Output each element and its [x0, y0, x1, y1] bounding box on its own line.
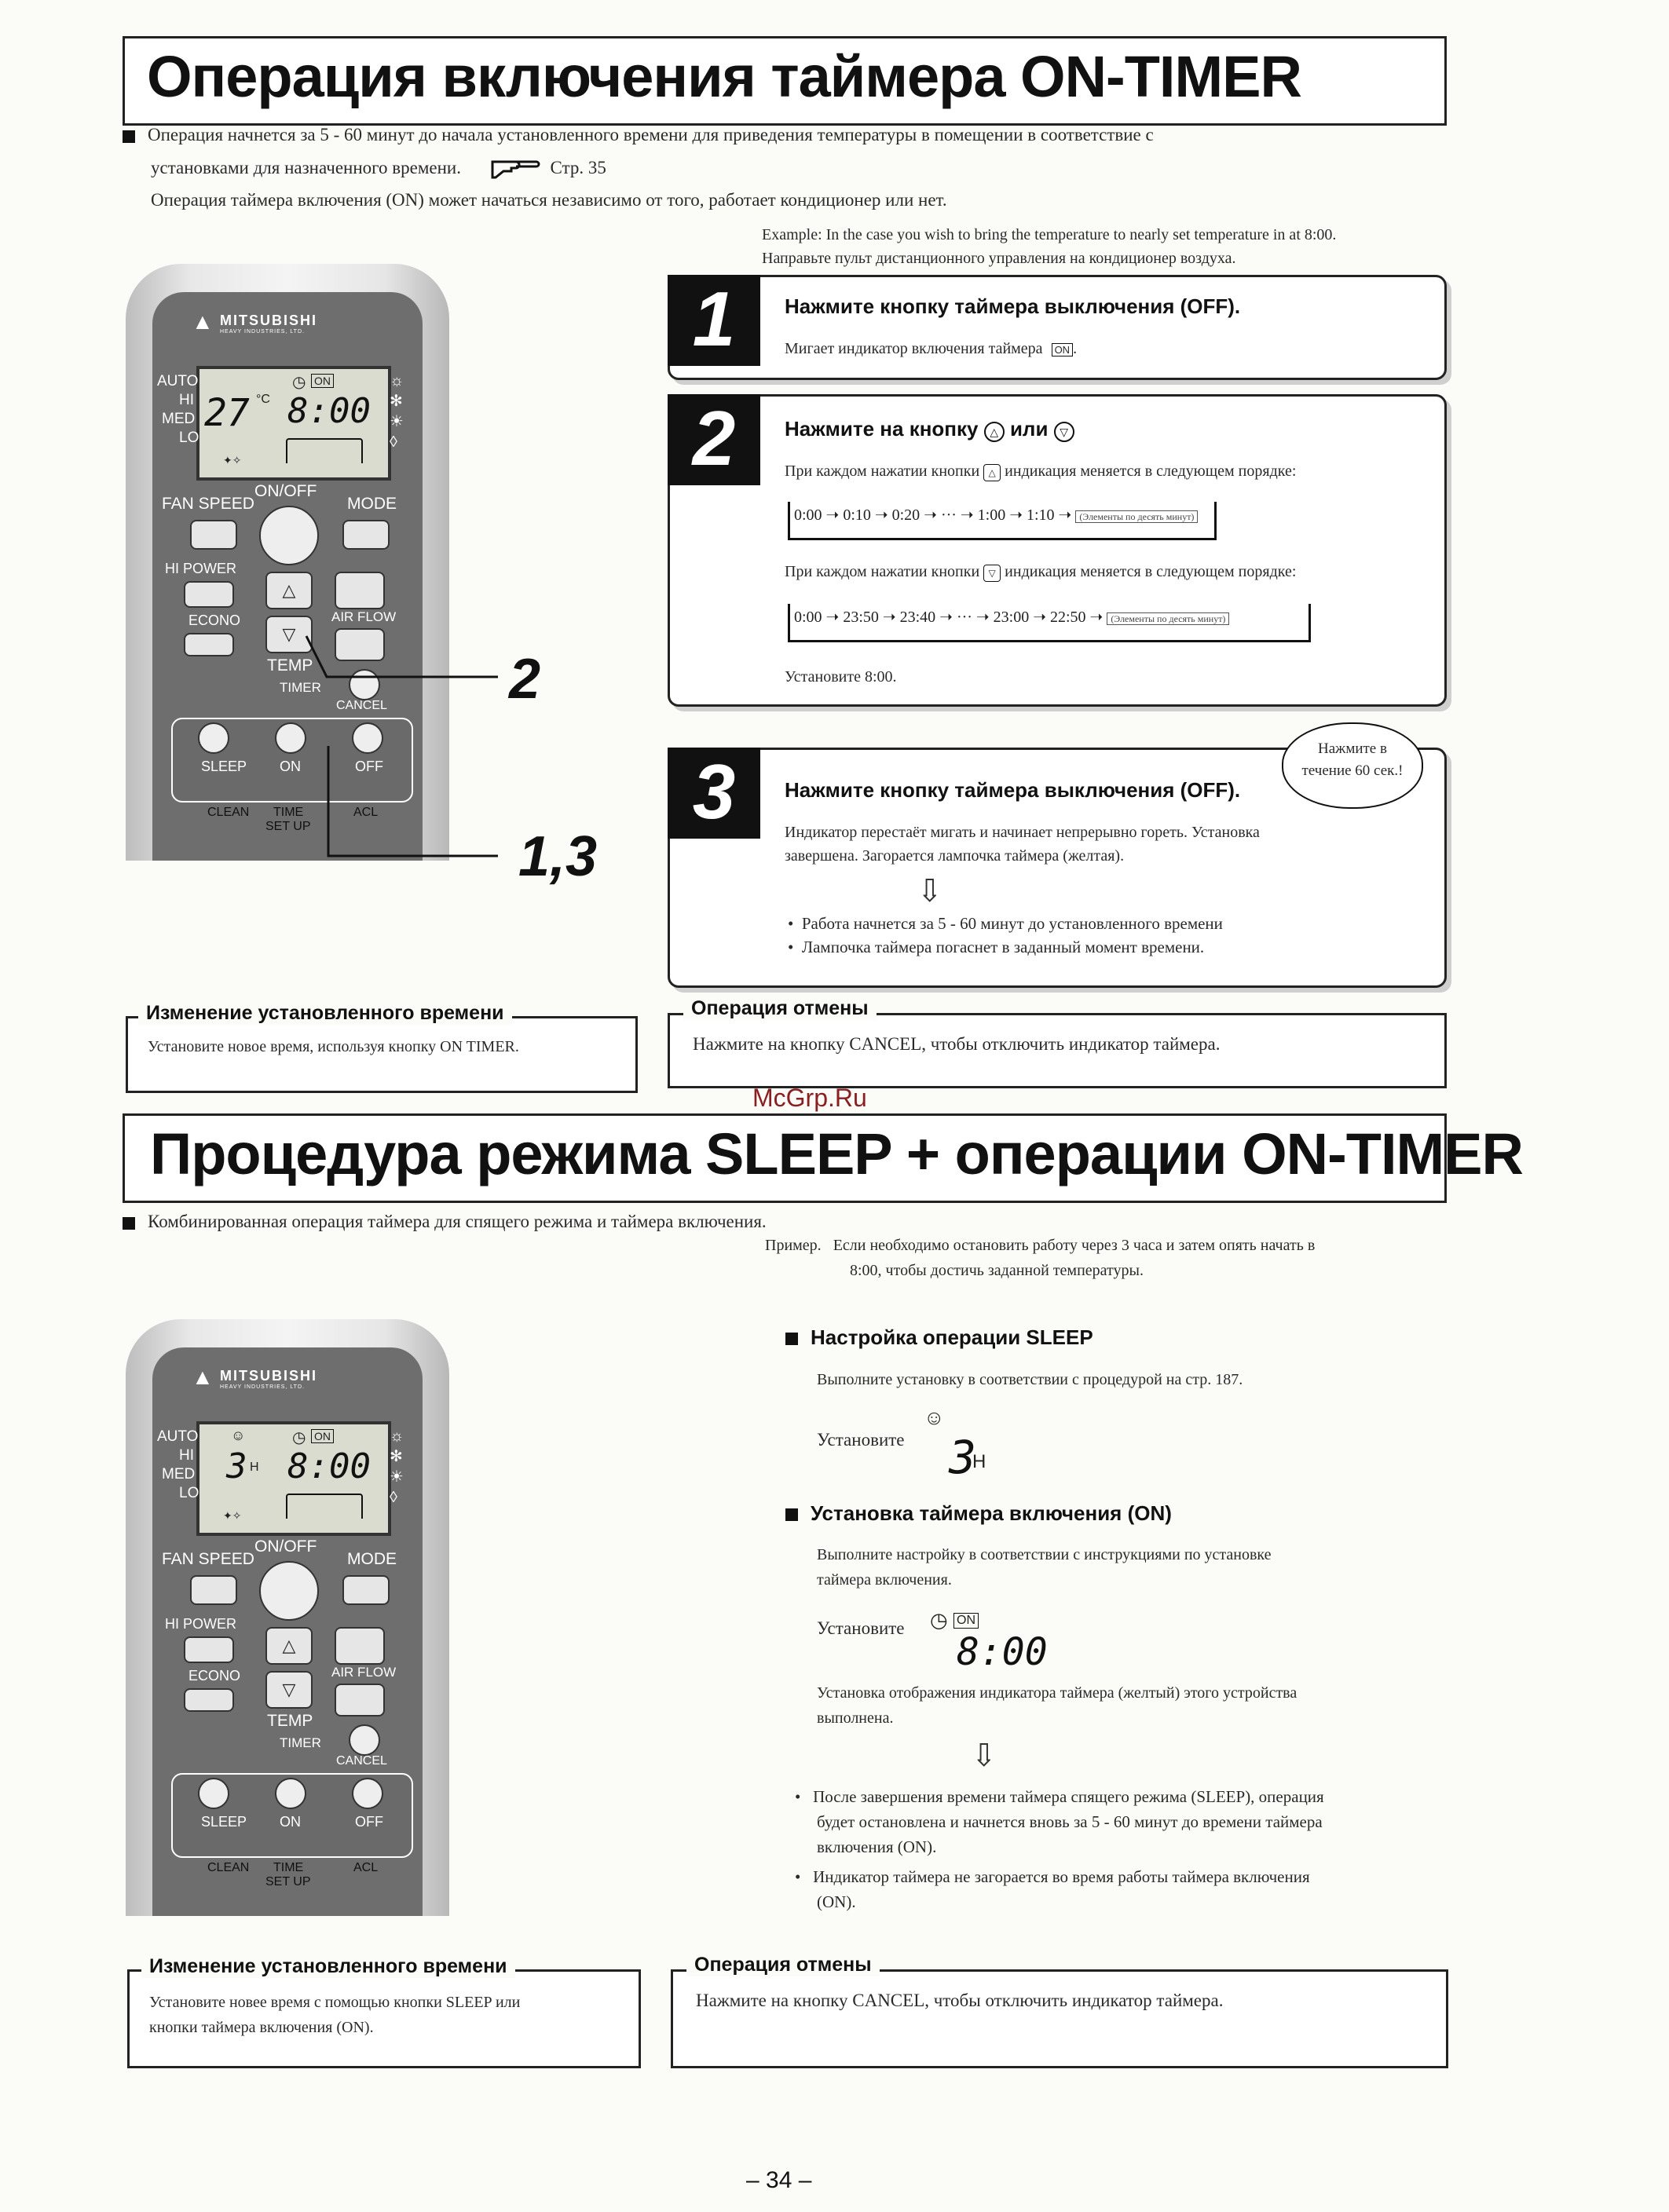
sleep-set-label: Установите: [817, 1430, 905, 1450]
lcd-time: 8:00: [287, 391, 371, 431]
mode-auto: AUTO: [157, 1428, 199, 1445]
change-time-text-1: Установите новое время, используя кнопку ON TIMER.: [148, 1038, 519, 1055]
mode-auto: AUTO: [157, 373, 199, 389]
step2-down-text: [785, 560, 1296, 583]
cancel-label: CANCEL: [336, 1754, 387, 1768]
step3-text: [785, 821, 1260, 868]
up-button-icon-inline: △: [983, 464, 1001, 481]
intro-line-2: установками для назначенного времени.: [151, 157, 461, 177]
section1-intro: [123, 122, 1458, 213]
mode-indicators: [157, 1428, 199, 1503]
cancel-label-2: Операция отмены: [686, 1954, 880, 1976]
intro-line-1: Операция начнется за 5 - 60 минут до начала установленного времени для приведения температуры в помещении в соответствие с: [148, 125, 1154, 144]
change-time-text-2-line-1: Установите новее время с помощью кнопки SLEEP или: [149, 1994, 521, 2011]
timer-clock-icon: ◷: [930, 1608, 948, 1632]
change-time-text-2: [149, 1990, 520, 2040]
cancel-text-1: Нажмите на кнопку CANCEL, чтобы отключить индикатор таймера.: [693, 1034, 1221, 1054]
timer-label: TIMER: [280, 680, 321, 695]
change-time-label-2: Изменение установленного времени: [141, 1955, 515, 1978]
bullet-square-icon: [123, 130, 135, 143]
mode-label: MODE: [347, 495, 397, 513]
brand-name: MITSUBISHI: [220, 1368, 318, 1384]
callout-number-1-3: 1,3: [518, 825, 598, 888]
section1-title: Операция включения таймера ON-TIMER: [147, 44, 1301, 109]
hi-power-label: HI POWER: [165, 1616, 237, 1632]
timer-label: TIMER: [280, 1735, 321, 1750]
clean-label: CLEAN: [207, 1861, 250, 1874]
sleep-label: SLEEP: [201, 759, 247, 774]
time-set-up-label-1: TIME: [273, 806, 304, 819]
fan-speed-label: FAN SPEED: [162, 1550, 254, 1568]
temp-label: TEMP: [267, 656, 313, 675]
fan-speed-label: FAN SPEED: [162, 495, 254, 513]
page-reference-link[interactable]: Стр. 35: [550, 157, 606, 177]
up-button-icon: △: [984, 422, 1005, 442]
lcd-clock-icon: ◷: [292, 374, 306, 391]
on-timer-button[interactable]: [275, 1778, 306, 1809]
step2-box: [668, 394, 1447, 707]
section2-example-line-2: 8:00, чтобы достичь заданной температуры.: [850, 1262, 1144, 1279]
section2-bullet-1-line-1: После завершения времени таймера спящего режима (SLEEP), операция: [813, 1787, 1324, 1806]
temp-label: TEMP: [267, 1712, 313, 1730]
section2-example-line-1: Если необходимо остановить работу через 3 часа и затем опять начать в: [833, 1237, 1316, 1254]
acl-label: ACL: [353, 806, 379, 819]
lcd-clean-icon: ✦✧: [223, 1509, 242, 1522]
done-text-line-2: выполнена.: [817, 1709, 894, 1727]
hi-power-button[interactable]: [184, 1636, 234, 1663]
fan-lo: LO: [179, 430, 199, 446]
timer-set-value: 8:00: [957, 1630, 1048, 1674]
temp-down-button[interactable]: ▽: [265, 616, 313, 653]
acl-label: ACL: [353, 1861, 379, 1874]
sleep-set-value: 3: [949, 1431, 976, 1484]
brand-logo: [192, 309, 377, 335]
cancel-label-1: Операция отмены: [683, 997, 877, 1020]
timer-heading: [785, 1501, 1172, 1526]
timer-text-line-2: таймера включения.: [817, 1571, 952, 1589]
lcd-temperature: 27: [204, 391, 250, 435]
econo-label: ECONO: [188, 1668, 241, 1684]
lcd-sleep-unit: H: [250, 1461, 259, 1474]
sleep-button[interactable]: [198, 1778, 229, 1809]
example-line-2: Направьте пульт дистанционного управления на кондиционер воздуха.: [762, 250, 1236, 267]
step2-number: 2: [668, 394, 760, 485]
step1-heading: Нажмите кнопку таймера выключения (OFF).: [785, 294, 1241, 318]
watermark: McGrp.Ru: [752, 1084, 867, 1112]
hi-power-label: HI POWER: [165, 561, 237, 576]
mode-icons-column: ☼ ✻ ☀ ◊: [390, 1428, 404, 1506]
time-set-up-label-1: TIME: [273, 1861, 304, 1874]
section2-bullet-2-line-1: Индикатор таймера не загорается во время работы таймера включения: [813, 1867, 1310, 1886]
section1-title-box: [123, 36, 1447, 126]
section2-bullet-2: • Индикатор таймера не загорается во время работы таймера включения: [795, 1867, 1310, 1886]
bullet-square-icon-4: [785, 1508, 798, 1521]
step3-text-line-2: завершена. Загорается лампочка таймера (желтая).: [785, 847, 1125, 865]
time-set-up-label-2: SET UP: [265, 820, 311, 833]
mode-button[interactable]: [342, 520, 390, 550]
lcd-screen: [196, 1421, 391, 1536]
done-text-line-1: Установка отображения индикатора таймера (желтый) этого устройства: [817, 1684, 1298, 1702]
sleep-button[interactable]: [198, 722, 229, 754]
section2-title-box: [123, 1113, 1523, 1203]
brand-sub: HEAVY INDUSTRIES, LTD.: [220, 1384, 305, 1390]
on-off-label: ON/OFF: [254, 482, 317, 500]
lcd-time: 8:00: [287, 1446, 371, 1486]
air-flow-button-down[interactable]: [335, 1684, 385, 1717]
step2-heading: [785, 417, 1074, 442]
lcd-sleep-hours: 3: [226, 1446, 247, 1486]
callout-number-2: 2: [509, 648, 541, 711]
down-button-icon-inline: ▽: [983, 565, 1001, 582]
on-indicator-badge: ON: [1052, 343, 1074, 356]
sleep-label: SLEEP: [201, 1814, 247, 1830]
step3-bullet-2-text: Лампочка таймера погаснет в заданный момент времени.: [801, 938, 1205, 956]
fan-lo: LO: [179, 1485, 199, 1501]
remote-control-2: [126, 1319, 449, 1916]
step2-down-text-post: индикация меняется в следующем порядке:: [1005, 563, 1297, 580]
lcd-clean-icon: ✦✧: [223, 454, 242, 466]
callout-lines-1: [291, 620, 526, 872]
step2-up-text-post: индикация меняется в следующем порядке:: [1005, 463, 1297, 480]
cancel-text-2: Нажмите на кнопку CANCEL, чтобы отключить индикатор таймера.: [696, 1991, 1224, 2010]
mode-icons-column: ☼ ✻ ☀ ◊: [390, 372, 404, 451]
bullet-square-icon-2: [123, 1217, 135, 1230]
done-text: [817, 1680, 1297, 1731]
air-flow-label: AIR FLOW: [331, 609, 397, 624]
timer-heading-text: Установка таймера включения (ON): [811, 1501, 1172, 1525]
up-sequence-note: (Элементы по десять минут): [1075, 510, 1198, 523]
mode-indicators: [157, 372, 199, 448]
on-off-button[interactable]: [259, 506, 319, 565]
on-off-label: ON/OFF: [254, 1537, 317, 1556]
step1-text: Мигает индикатор включения таймера ON .: [785, 340, 1078, 357]
temp-down-button[interactable]: ▽: [265, 1671, 313, 1709]
pointing-hand-icon: [489, 151, 541, 188]
econo-button[interactable]: [184, 1688, 234, 1712]
on-label: ON: [280, 759, 301, 774]
step2-set: Установите 8:00.: [785, 668, 897, 686]
down-button-icon: ▽: [1054, 422, 1074, 442]
mode-label: MODE: [347, 1550, 397, 1568]
on-label: ON: [280, 1814, 301, 1830]
up-sequence-values: 0:00 ➝ 0:10 ➝ 0:20 ➝ ··· ➝ 1:00 ➝ 1:10 ➝: [794, 506, 1072, 524]
lcd-screen: [196, 366, 391, 481]
sleep-heading: [785, 1325, 1093, 1350]
section2-intro-text: Комбинированная операция таймера для спящего режима и таймера включения.: [148, 1212, 767, 1231]
clean-label: CLEAN: [207, 806, 250, 819]
on-off-button[interactable]: [259, 1561, 319, 1621]
cancel-label: CANCEL: [336, 699, 387, 712]
up-sequence-text: [794, 505, 1201, 525]
step3-arrow-down-icon: ⇩: [917, 873, 943, 909]
timer-text: [817, 1542, 1272, 1592]
step3-bullet-1-text: Работа начнется за 5 - 60 минут до установленного времени: [801, 914, 1223, 933]
lcd-sleep-icon: ☺: [231, 1428, 246, 1443]
fan-speed-button[interactable]: [190, 520, 237, 550]
step1-number: 1: [668, 275, 760, 366]
section2-title: Процедура режима SLEEP + операции ON-TIMER: [150, 1121, 1523, 1186]
sleep-smiley-icon: ☺: [924, 1406, 945, 1429]
intro-line-3: Операция таймера включения (ON) может начаться независимо от того, работает кондиционер или нет.: [151, 190, 947, 210]
step3-text-line-1: Индикатор перестаёт мигать и начинает непрерывно гореть. Установка: [785, 824, 1260, 841]
sleep-heading-text: Настройка операции SLEEP: [811, 1325, 1093, 1349]
page-number: – 34 –: [746, 2167, 812, 2193]
econo-button[interactable]: [184, 633, 234, 656]
timer-text-line-1: Выполните настройку в соответствии с инструкциями по установке: [817, 1546, 1272, 1563]
mitsubishi-diamonds-icon: ▲: [192, 309, 214, 334]
mitsubishi-diamonds-icon: ▲: [192, 1365, 214, 1389]
section2-bullets: [795, 1784, 1324, 1914]
air-flow-button-up[interactable]: [335, 1627, 385, 1665]
timer-on-badge: ON: [953, 1613, 979, 1629]
off-label: OFF: [355, 759, 383, 774]
time-set-up-label-2: SET UP: [265, 1875, 311, 1888]
speech-bubble-text: Нажмите в течение 60 сек.!: [1301, 740, 1404, 779]
brand-sub: HEAVY INDUSTRIES, LTD.: [220, 329, 305, 335]
cancel-box-2: [671, 1969, 1448, 2068]
bullet-square-icon-3: [785, 1333, 798, 1345]
econo-label: ECONO: [188, 612, 241, 628]
lcd-clock-icon: ◷: [292, 1429, 306, 1446]
lcd-on-badge: ON: [311, 1429, 334, 1443]
lcd-on-badge: ON: [311, 374, 334, 388]
mode-button[interactable]: [342, 1575, 390, 1605]
step2-down-text-pre: При каждом нажатии кнопки: [785, 563, 980, 580]
hi-power-button[interactable]: [184, 581, 234, 608]
air-flow-button-up[interactable]: [335, 572, 385, 609]
lcd-louver-icon: [286, 1494, 363, 1519]
off-label: OFF: [355, 1814, 383, 1830]
section2-intro: [123, 1209, 767, 1234]
fan-hi: HI: [179, 1447, 194, 1464]
section2-bullet-1-line-2: будет остановлена и начнется вновь за 5 - 60 минут до времени таймера: [817, 1812, 1323, 1831]
change-time-label-1: Изменение установленного времени: [138, 1002, 512, 1025]
step3-heading: Нажмите кнопку таймера выключения (OFF).: [785, 778, 1241, 802]
example-label: Пример.: [765, 1237, 822, 1254]
step3-bullets: [788, 912, 1223, 959]
air-flow-label: AIR FLOW: [331, 1665, 397, 1680]
step3-bullet-2: • Лампочка таймера погаснет в заданный момент времени.: [788, 938, 1205, 956]
step2-head-pre: Нажмите на кнопку: [785, 417, 979, 441]
section2-bullet-1-line-3: включения (ON).: [817, 1837, 937, 1856]
step1-text-content: Мигает индикатор включения таймера: [785, 340, 1043, 357]
fan-speed-button[interactable]: [190, 1575, 237, 1605]
section2-bullet-1: • После завершения времени таймера спящего режима (SLEEP), операция: [795, 1787, 1324, 1806]
temp-up-button[interactable]: △: [265, 1627, 313, 1665]
lcd-temp-unit: °C: [256, 393, 270, 406]
sleep-text: Выполните установку в соответствии с процедурой на стр. 187.: [817, 1371, 1243, 1388]
temp-up-button[interactable]: △: [265, 572, 313, 609]
down-sequence-note: (Элементы по десять минут): [1107, 612, 1229, 625]
section2-bullet-2-line-2: (ON).: [817, 1892, 856, 1911]
timer-set-label: Установите: [817, 1618, 905, 1638]
brand-logo: [192, 1365, 377, 1390]
fan-med: MED: [162, 411, 196, 427]
cancel-button[interactable]: [349, 1724, 380, 1756]
step2-up-text-pre: При каждом нажатии кнопки: [785, 463, 980, 480]
off-timer-button[interactable]: [352, 1778, 383, 1809]
down-sequence-values: 0:00 ➝ 23:50 ➝ 23:40 ➝ ··· ➝ 23:00 ➝ 22:50 ➝: [794, 609, 1104, 626]
step3-bullet-1: • Работа начнется за 5 - 60 минут до установленного времени: [788, 914, 1223, 933]
example-line-1: Example: In the case you wish to bring the temperature to nearly set temperature in at 8:00.: [762, 226, 1337, 243]
fan-hi: HI: [179, 392, 194, 408]
brand-name: MITSUBISHI: [220, 313, 318, 328]
step3-number: 3: [668, 748, 760, 839]
sleep-set-unit: H: [972, 1451, 986, 1472]
change-time-text-2-line-2: кнопки таймера включения (ON).: [149, 2019, 374, 2036]
section2-arrow-down-icon: ⇩: [971, 1738, 997, 1773]
section2-example: [765, 1233, 1315, 1283]
step2-up-text: [785, 459, 1296, 483]
step1-box: [668, 275, 1447, 380]
fan-med: MED: [162, 1466, 196, 1483]
step2-head-mid: или: [1009, 417, 1049, 441]
section1-example: [762, 223, 1336, 270]
lcd-louver-icon: [286, 438, 363, 463]
down-sequence-text: [794, 607, 1232, 627]
